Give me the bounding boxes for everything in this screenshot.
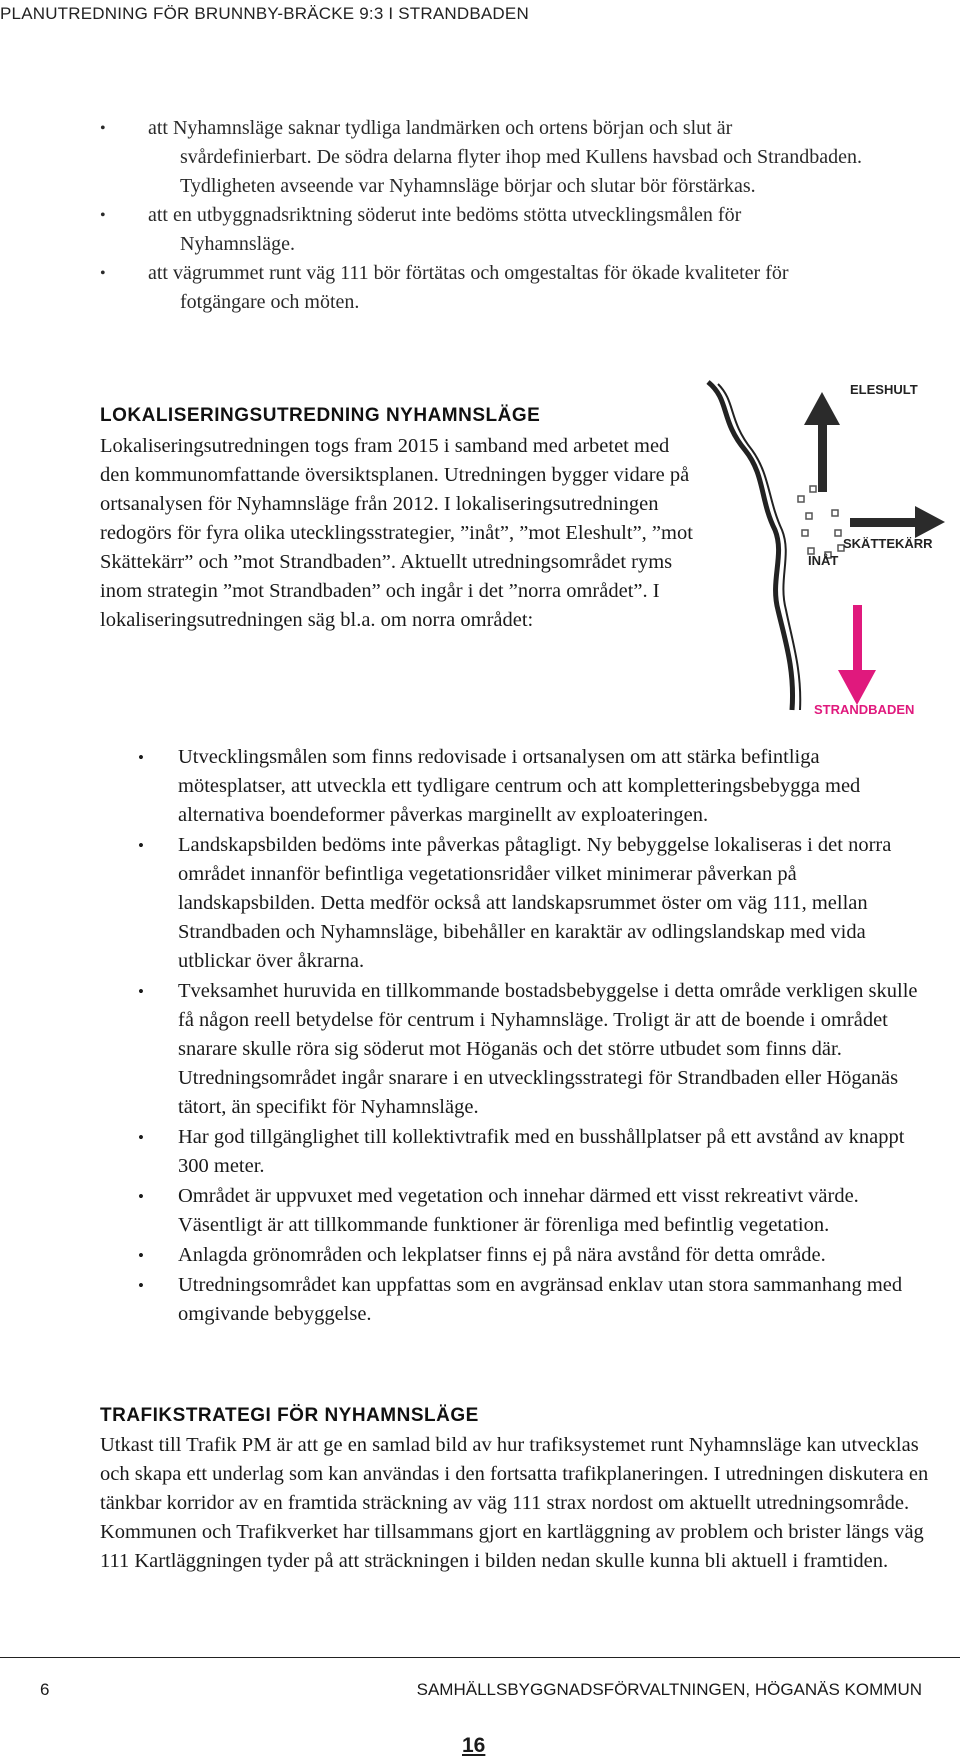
page-number: 6 — [40, 1680, 50, 1699]
findings-bullet-list — [128, 743, 928, 1330]
bullet-icon: • — [138, 982, 144, 1001]
bullet-icon: • — [138, 1276, 144, 1295]
running-header: PLANUTREDNING FÖR BRUNNBY-BRÄCKE 9:3 I STRANDBADEN — [0, 4, 529, 23]
list-item: • att en utbyggnadsriktning söderut inte bedöms stötta utvecklingsmålen för Nyhamnsläge. — [100, 201, 930, 259]
list-item: • Utredningsområdet kan uppfattas som en avgränsad enklav utan stora sammanhang med omgivande bebyggelse. — [128, 1271, 928, 1329]
bullet-icon: • — [100, 265, 106, 282]
east-arrow — [850, 506, 945, 538]
list-item: • Anlagda grönområden och lekplatser finns ej på nära avstånd för detta område. — [128, 1241, 928, 1270]
coastline — [708, 382, 793, 710]
map-label-east: SKÄTTEKÄRR — [843, 536, 933, 551]
footer-divider — [0, 1657, 960, 1658]
section-title-trafik: TRAFIKSTRATEGI FÖR NYHAMNSLÄGE — [100, 1405, 479, 1426]
north-arrow — [804, 392, 840, 492]
map-label-north: ELESHULT — [850, 382, 918, 397]
strategy-map-figure — [700, 380, 960, 720]
list-item: • att vägrummet runt väg 111 bör förtätas och omgestaltas för ökade kvaliteter för fotgängare och möten. — [100, 259, 930, 317]
bullet-icon: • — [100, 207, 106, 224]
south-arrow — [838, 605, 876, 705]
settlement-squares — [798, 486, 844, 558]
section-title-lokalisering: LOKALISERINGSUTREDNING NYHAMNSLÄGE — [100, 405, 541, 426]
list-item: • Landskapsbilden bedöms inte påverkas påtagligt. Ny bebyggelse lokaliseras i det norra området innanför befintliga vegetationsridåer vilket minimerar påverkan på landskapsbilden. Detta medför också att landskapsrummet öster om väg 111, mellan Strandbaden och Nyhamnsläge, bibehåller en karaktär av odlingslandskap med vida utblickar över åkrarna. — [128, 831, 928, 976]
map-label-south: STRANDBADEN — [814, 702, 915, 717]
section-body-trafik: Utkast till Trafik PM är att ge en samlad bild av hur trafiksystemet runt Nyhamnsläge kan utvecklas och skapa ett underlag som kan användas i den fortsatta trafikplaneringen. I utredningen diskutera en tänkbar korridor av en framtida sträckning av väg 111 strax nordost om aktuellt utredningsområde. Kommunen och Trafikverket har tillsammans gjort en kartläggning av problem och brister längs väg 111 Kartläggningen tyder på att sträckningen i bilden nedan skulle kunna bli aktuell i framtiden. — [100, 1434, 929, 1572]
section-body-lokalisering: Lokaliseringsutredningen togs fram 2015 i samband med arbetet med den kommunomfattande översiktsplanen. Utredningen bygger vidare på ortsanalysen för Nyhamnsläge från 2012. I lokaliseringsutredningen redogörs för fyra olika utecklingsstrategier, ”inåt”, ”mot Eleshult”, ”mot Skättekärr” och ”mot Strandbaden”. Aktuellt utredningsområdet ryms inom strategin ”mot Strandbaden” och ingår i det ”norra området”. I lokaliseringsutredningen säg bl.a. om norra området: — [100, 435, 693, 631]
bullet-icon: • — [100, 120, 106, 137]
list-item: • Området är uppvuxet med vegetation och innehar därmed ett visst rekreativt värde. Väsentligt är att tillkommande funktioner är förenliga med befintlig vegetation. — [128, 1182, 928, 1240]
list-item: • att Nyhamnsläge saknar tydliga landmärken och ortens början och slut är svårdefinierbart. De södra delarna flyter ihop med Kullens havsbad och Strandbaden. Tydligheten avseende var Nyhamnsläge börjar och slutar bör förstärkas. — [100, 114, 930, 201]
document-page-number: 16 — [462, 1734, 486, 1757]
map-label-center: INÅT — [808, 553, 839, 568]
bullet-icon: • — [138, 748, 144, 767]
intro-bullet-list — [100, 114, 930, 317]
bullet-icon: • — [138, 1246, 144, 1265]
footer-organization: SAMHÄLLSBYGGNADSFÖRVALTNINGEN, HÖGANÄS KOMMUN — [416, 1680, 922, 1699]
bullet-icon: • — [138, 836, 144, 855]
list-item: • Utvecklingsmålen som finns redovisade i ortsanalysen om att stärka befintliga mötesplatser, att utveckla ett tydligare centrum och att kompletteringsbebygga med alternativa boendeformer påverkas marginellt av exploateringen. — [128, 743, 928, 830]
list-item: • Har god tillgänglighet till kollektivtrafik med en busshållplatser på ett avstånd av knappt 300 meter. — [128, 1123, 928, 1181]
bullet-icon: • — [138, 1187, 144, 1206]
bullet-icon: • — [138, 1128, 144, 1147]
list-item: • Tveksamhet huruvida en tillkommande bostadsbebyggelse i detta område verkligen skulle få någon reell betydelse för centrum i Nyhamnsläge. Troligt är att de boende i området snarare skulle röra sig söderut mot Höganäs och det större utbudet som finns där. Utredningsområdet ingår snarare i en utvecklingsstrategi för Strandbaden eller Höganäs tätort, än specifikt för Nyhamnsläge. — [128, 977, 928, 1122]
